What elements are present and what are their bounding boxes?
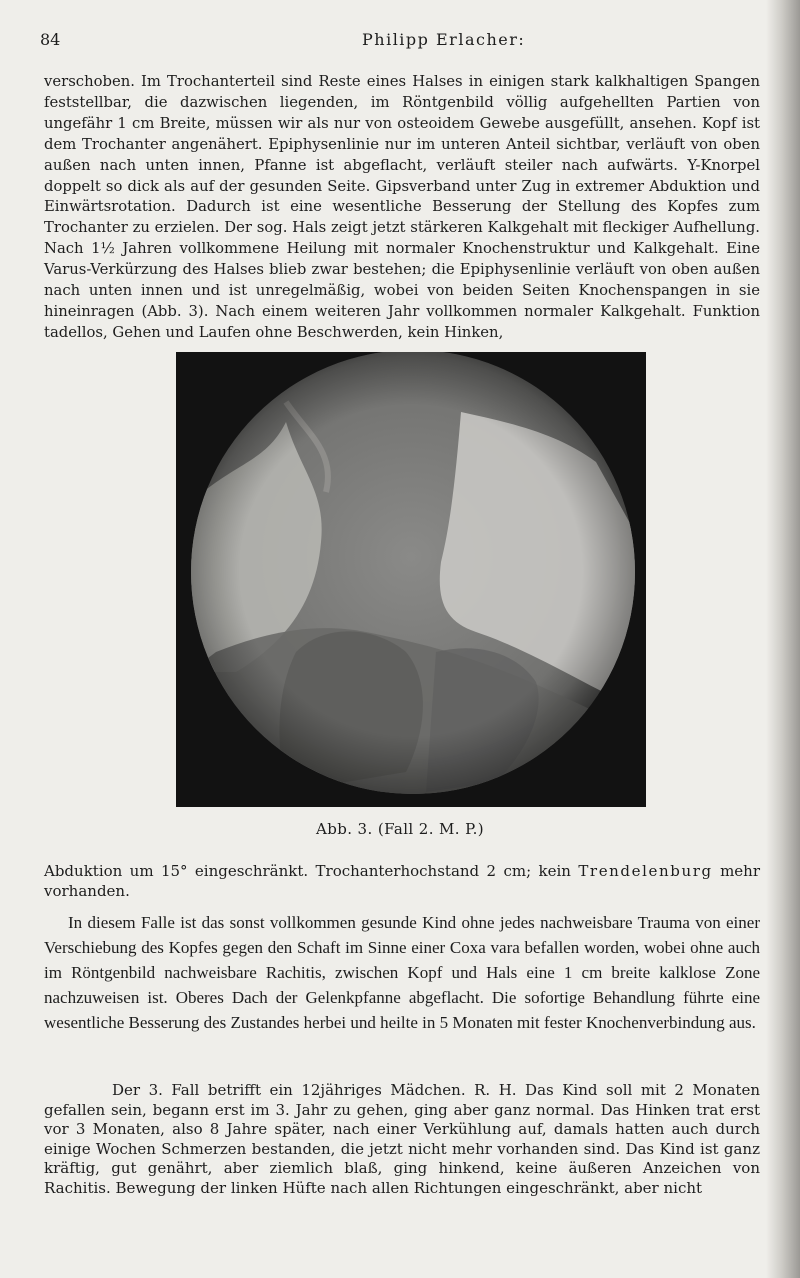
page-header xyxy=(40,30,760,54)
paragraph-case-2-result-end: mehr vorhanden. xyxy=(44,862,760,900)
paragraph-case-2-result-text: Abduktion um 15° eingeschränkt. Trochanterhochstand 2 cm; kein xyxy=(44,862,579,880)
paragraph-case-3: Der 3. Fall betrifft ein 12jähriges Mädchen. R. H. Das Kind soll mit 2 Monaten gefallen sein, begann erst im 3. Jahr zu gehen, ging aber ganz normal. Das Hinken trat erst vor 3 Monaten, also 8 Jahre später, nach einer Verkühlung auf, damals hatten auch durch einige Wochen Schmerzen bestanden, die jetzt nicht mehr vorhanden sind. Das Kind ist ganz kräftig, gut genährt, aber ziemlich blaß, ging hinkend, keine äußeren Anzeichen von Rachitis. Bewegung der linken Hüfte nach allen Richtungen eingeschränkt, aber nicht xyxy=(44,1081,760,1197)
figure-caption xyxy=(0,820,800,838)
trendelenburg-spaced-text: Trendelenburg xyxy=(578,862,713,880)
xray-figure xyxy=(176,352,646,807)
figure-caption-text: Abb. 3. (Fall 2. M. P.) xyxy=(315,820,485,838)
page-number: 84 xyxy=(40,30,61,49)
paragraph-case-2-summary: In diesem Falle ist das sonst vollkommen gesunde Kind ohne jedes nachweisbare Trauma von einer Verschiebung des Kopfes gegen den Schaft im Sinne einer Coxa vara befallen worden, wobei ohne auch im Röntgenbild nachweisbare Rachitis, zwischen Kopf und Hals eine 1 cm breite kalklose Zone nachzuweisen ist. Oberes Dach der Gelenkpfanne abgeflacht. Die sofortige Behandlung führte eine wesentliche Besserung des Zustandes herbei und heilte in 5 Monaten mit fester Knochenverbindung aus. xyxy=(44,913,760,1032)
running-head: Philipp Erlacher: xyxy=(362,30,526,49)
page-edge-shadow xyxy=(766,0,800,1278)
xray-image xyxy=(176,352,646,807)
paragraph-case-2-course: verschoben. Im Trochanterteil sind Reste eines Halses in einigen stark kalkhaltigen Spangen feststellbar, die dazwischen liegenden, im Röntgenbild völlig aufgehellten Partien von ungefähr 1 cm Breite, müssen wir als nur von osteoidem Gewebe ausgefüllt, ansehen. Kopf ist dem Trochanter angenähert. Epiphysenlinie nur im unteren Anteil sichtbar, verläuft von oben außen nach unten innen, Pfanne ist abgeflacht, verläuft steiler nach aufwärts. Y-Knorpel doppelt so dick als auf der gesunden Seite. Gipsverband unter Zug in extremer Abduktion und Einwärtsrotation. Dadurch ist eine wesentliche Besserung der Stellung des Kopfes zum Trochanter zu erzielen. Der sog. Hals zeigt jetzt stärkeren Kalkgehalt mit fleckiger Aufhellung. Nach 1½ Jahren vollkommene Heilung mit normaler Knochenstruktur und Kalkgehalt. Eine Varus-Verkürzung des Halses blieb zwar bestehen; die Epiphysenlinie verläuft von oben außen nach unten innen und ist unregelmäßig, wobei von beiden Seiten Knochenspangen in sie hineinragen (Abb. 3). Nach einem weiteren Jahr vollkommen normaler Kalkgehalt. Funktion tadellos, Gehen und Laufen ohne Beschwerden, kein Hinken, xyxy=(44,73,760,341)
paragraph-case-2-result xyxy=(44,861,760,901)
